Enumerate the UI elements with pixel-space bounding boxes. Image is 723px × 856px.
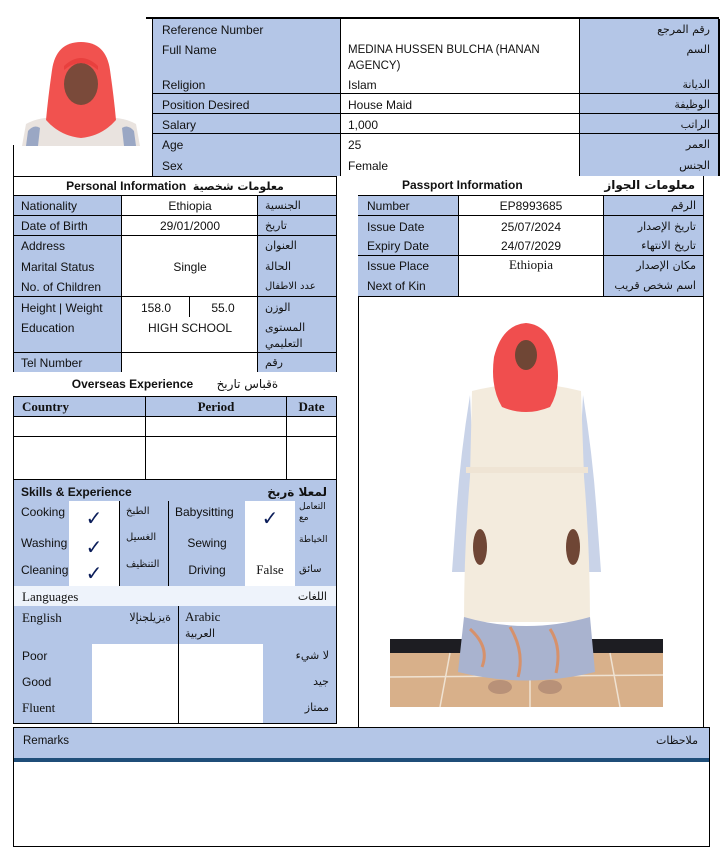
age-value: 25 bbox=[348, 138, 362, 152]
issue-date-label: Issue Date bbox=[367, 220, 425, 234]
skills-title-ar: لمعلا ةربخ bbox=[267, 485, 327, 499]
overseas-experience-section bbox=[13, 372, 337, 480]
reference-number-label: Reference Number bbox=[162, 23, 264, 37]
overseas-col-date: Date bbox=[298, 399, 325, 414]
address-label: Address bbox=[21, 239, 66, 253]
education-label: Education bbox=[21, 321, 75, 335]
issue-date-label-ar: تاريخ الإصدار bbox=[637, 220, 696, 233]
skill-cooking-label: Cooking bbox=[21, 505, 66, 519]
skill-cleaning-check-icon: ✓ bbox=[85, 561, 103, 585]
issue-place-value: Ethiopia bbox=[508, 257, 554, 272]
remarks-value bbox=[14, 762, 709, 846]
overseas-col-country: Country bbox=[22, 399, 69, 414]
remarks-label-ar: ملاحظات bbox=[656, 734, 698, 747]
next-of-kin-label-ar: اسم شخص قريب bbox=[614, 279, 696, 292]
sex-label-ar: الجنس bbox=[679, 159, 710, 172]
skill-babysitting-label-ar: التعامل مع bbox=[299, 502, 326, 523]
expiry-date-label-ar: تاريخ الانتهاء bbox=[641, 239, 696, 252]
position-label: Position Desired bbox=[162, 98, 250, 112]
overseas-row bbox=[14, 437, 336, 479]
skill-cooking-label-ar: الطبخ bbox=[126, 506, 150, 517]
passport-title bbox=[358, 176, 703, 195]
skills-title: Skills & Experience bbox=[21, 485, 132, 499]
dob-value: 29/01/2000 bbox=[159, 219, 221, 233]
children-label: No. of Children bbox=[21, 280, 102, 294]
children-label-ar: عدد الاطفال bbox=[265, 281, 316, 292]
reference-number-value bbox=[342, 20, 578, 24]
personal-info-title bbox=[14, 177, 336, 195]
next-of-kin-label: Next of Kin bbox=[367, 279, 426, 293]
remarks-section bbox=[13, 727, 710, 847]
religion-label-ar: الديانة bbox=[682, 78, 710, 91]
issue-place-label: Issue Place bbox=[367, 259, 430, 273]
skill-sewing-label: Sewing bbox=[187, 536, 227, 550]
header-info-table bbox=[152, 17, 719, 176]
expiry-date-label: Expiry Date bbox=[367, 239, 430, 253]
passport-number-label-ar: الرقم bbox=[670, 199, 696, 212]
languages-title-ar: اللغات bbox=[297, 590, 327, 603]
sex-label: Sex bbox=[162, 159, 183, 173]
personal-info-title-ar: معلومات شخصية bbox=[192, 180, 284, 193]
passport-information-section bbox=[358, 176, 704, 296]
overseas-title bbox=[13, 374, 337, 394]
tel-number-value bbox=[123, 353, 257, 357]
skill-babysitting-label: Babysitting bbox=[175, 505, 234, 519]
nationality-value: Ethiopia bbox=[168, 199, 212, 213]
salary-label: Salary bbox=[162, 118, 197, 132]
nationality-label: Nationality bbox=[21, 199, 78, 213]
overseas-title-en: Overseas Experience bbox=[71, 377, 194, 391]
issue-place-label-ar: مكان الإصدار bbox=[636, 259, 696, 272]
full-name-label: Full Name bbox=[162, 43, 217, 57]
skill-driving-label-ar: سائق bbox=[299, 564, 322, 575]
passport-title-ar: معلومات الجواز bbox=[604, 178, 695, 192]
skills-section bbox=[13, 480, 337, 586]
dob-label: Date of Birth bbox=[21, 219, 88, 233]
overseas-title-ar: ةقباس تاربخ bbox=[216, 377, 279, 391]
languages-section bbox=[13, 586, 337, 724]
full-body-photo bbox=[390, 317, 663, 707]
weight-value: 55.0 bbox=[211, 301, 235, 315]
skill-driving-label: Driving bbox=[188, 563, 226, 577]
passport-number-label: Number bbox=[367, 199, 410, 213]
skill-washing-check-icon: ✓ bbox=[85, 535, 103, 559]
portrait-photo bbox=[20, 36, 142, 146]
full-name-label-ar: السم bbox=[686, 43, 710, 56]
skill-driving-value: False bbox=[256, 562, 284, 577]
overseas-row bbox=[14, 417, 336, 436]
height-weight-label: Height | Weight bbox=[21, 301, 103, 315]
age-label-ar: العمر bbox=[685, 138, 710, 151]
religion-value: Islam bbox=[348, 78, 377, 92]
position-label-ar: الوظيفة bbox=[674, 98, 710, 111]
level-poor-label-ar: لا شيء bbox=[295, 649, 329, 662]
marital-status-label-ar: الحالة bbox=[265, 260, 292, 273]
overseas-col-period: Period bbox=[197, 399, 235, 414]
language-arabic-label-ar: العربية bbox=[185, 627, 216, 640]
address-label-ar: العنوان bbox=[265, 239, 297, 252]
skill-cleaning-label: Cleaning bbox=[21, 563, 69, 577]
salary-value: 1,000 bbox=[348, 118, 379, 132]
skill-washing-label: Washing bbox=[21, 536, 68, 550]
dob-label-ar: تاريخ bbox=[265, 219, 287, 232]
education-value: HIGH SCHOOL bbox=[147, 321, 232, 335]
sex-value: Female bbox=[348, 159, 389, 173]
skill-babysitting-check-icon: ✓ bbox=[261, 506, 279, 530]
skill-washing-label-ar: الغسيل bbox=[126, 532, 157, 543]
level-good-label-ar: جيد bbox=[313, 675, 329, 688]
divider bbox=[13, 145, 14, 177]
issue-date-value: 25/07/2024 bbox=[500, 220, 562, 234]
salary-label-ar: الراتب bbox=[680, 118, 710, 131]
languages-title: Languages bbox=[22, 589, 79, 604]
skill-cooking-check-icon: ✓ bbox=[85, 506, 103, 530]
height-value: 158.0 bbox=[140, 301, 172, 315]
passport-number-value: EP8993685 bbox=[499, 199, 563, 213]
level-poor-label: Poor bbox=[22, 649, 48, 663]
skill-sewing-label-ar: الخياطة bbox=[299, 535, 328, 545]
religion-label: Religion bbox=[162, 78, 206, 92]
language-english-label-ar: ةيزيلجنإلا bbox=[129, 611, 171, 624]
tel-number-label: Tel Number bbox=[21, 356, 83, 370]
skill-cleaning-label-ar: التنظيف bbox=[126, 559, 160, 570]
position-value: House Maid bbox=[348, 98, 413, 112]
full-body-photo-frame bbox=[358, 296, 704, 728]
expiry-date-value: 24/07/2029 bbox=[500, 239, 562, 253]
marital-status-label: Marital Status bbox=[21, 260, 95, 274]
height-weight-label-ar: الوزن bbox=[265, 301, 291, 314]
education-label-ar: المستوى التعليمي bbox=[265, 321, 306, 350]
personal-information-section bbox=[13, 176, 337, 372]
level-fluent-label-ar: ممتاز bbox=[304, 701, 329, 714]
nationality-label-ar: الجنسية bbox=[265, 199, 301, 212]
passport-title-en: Passport Information bbox=[402, 178, 523, 192]
language-english-label: English bbox=[22, 610, 62, 625]
next-of-kin-value bbox=[459, 276, 603, 280]
full-name-value: MEDINA HUSSEN BULCHA (HANAN AGENCY) bbox=[348, 44, 540, 72]
level-fluent-label: Fluent bbox=[22, 700, 56, 715]
marital-status-value: Single bbox=[173, 260, 207, 274]
remarks-label: Remarks bbox=[23, 735, 70, 747]
language-arabic-label: Arabic bbox=[185, 609, 221, 624]
level-good-label: Good bbox=[22, 675, 52, 689]
personal-info-title-en: Personal Information bbox=[66, 179, 187, 193]
age-label: Age bbox=[162, 138, 184, 152]
tel-number-label-ar: رقم bbox=[265, 356, 283, 369]
reference-number-label-ar: رقم المرجع bbox=[657, 23, 710, 36]
